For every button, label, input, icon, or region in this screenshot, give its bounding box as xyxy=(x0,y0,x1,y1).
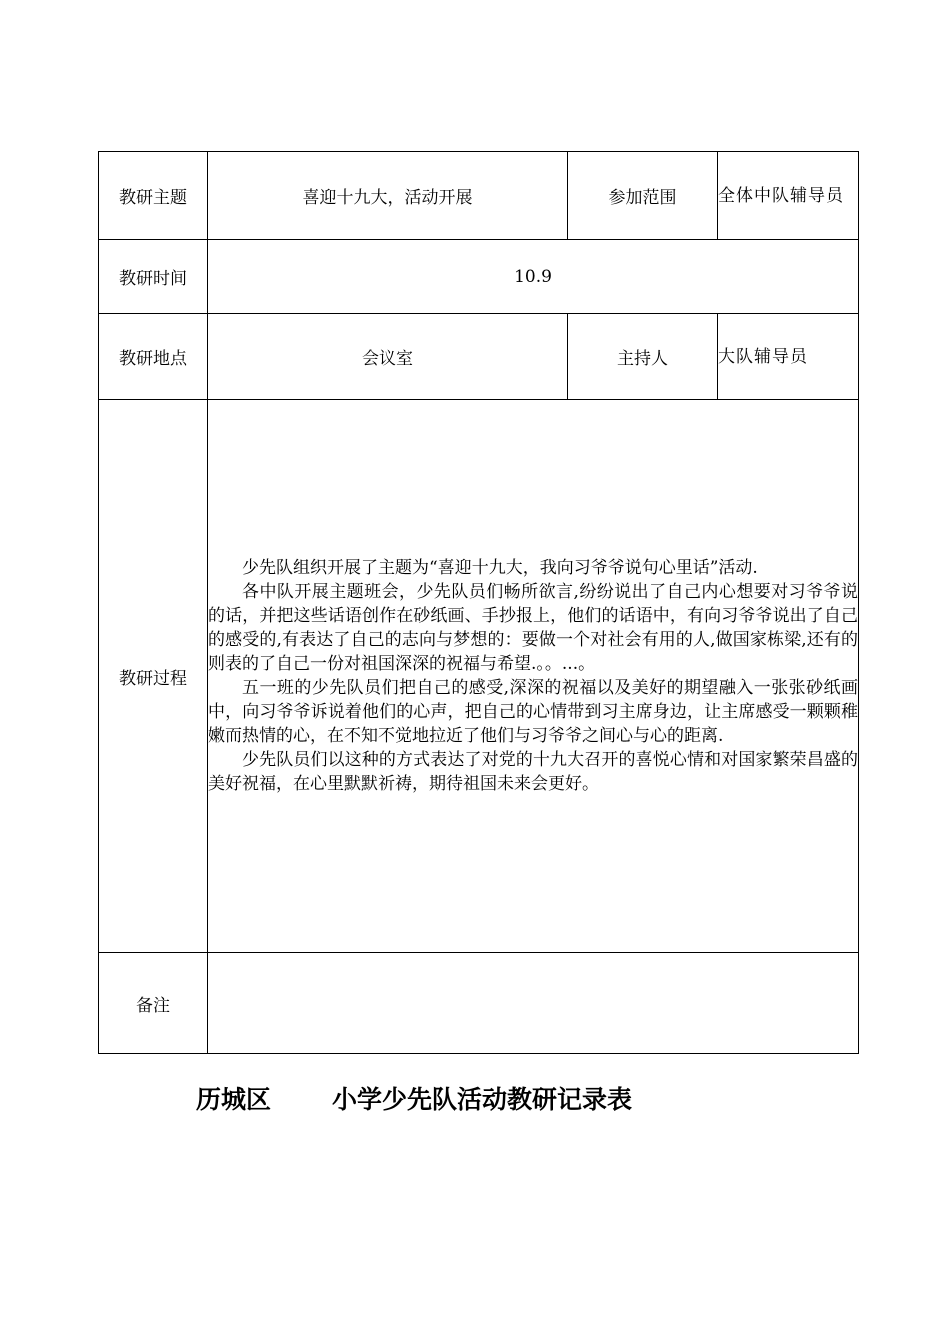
district-name: 历城区 xyxy=(196,1085,272,1114)
form-title xyxy=(196,1080,632,1116)
notes-label: 备注 xyxy=(99,953,208,1054)
notes-value xyxy=(208,953,859,1054)
process-paragraph: 少先队员们以这种的方式表达了对党的十九大召开的喜悦心情和对国家繁荣昌盛的美好祝福，在心里默默祈祷，期待祖国未来会更好。 xyxy=(208,750,858,794)
row-topic xyxy=(99,152,859,240)
time-value: 10.9 xyxy=(208,240,859,314)
process-paragraph: 少先队组织开展了主题为“喜迎十九大，我向习爷爷说句心里话”活动. xyxy=(242,558,758,578)
row-process xyxy=(99,400,859,953)
host-value: 大队辅导员 xyxy=(718,314,859,400)
location-label: 教研地点 xyxy=(99,314,208,400)
process-content xyxy=(208,400,859,953)
scope-value: 全体中队辅导员 xyxy=(718,152,859,240)
scope-label: 参加范围 xyxy=(568,152,718,240)
form-title-text: 小学少先队活动教研记录表 xyxy=(331,1085,632,1114)
location-value: 会议室 xyxy=(208,314,568,400)
row-location xyxy=(99,314,859,400)
topic-label: 教研主题 xyxy=(99,152,208,240)
process-paragraph: 五一班的少先队员们把自己的感受,深深的祝福以及美好的期望融入一张张砂纸画中，向习爷爷诉说着他们的心声，把自己的心情带到习主席身边，让主席感受一颗颗稚嫩而热情的心，在不知不觉地拉近了他们与习爷爷之间心与心的距离. xyxy=(208,678,858,746)
host-label: 主持人 xyxy=(568,314,718,400)
process-label: 教研过程 xyxy=(99,400,208,953)
record-table xyxy=(98,151,859,1054)
row-time xyxy=(99,240,859,314)
process-paragraph: 各中队开展主题班会，少先队员们畅所欲言,纷纷说出了自己内心想要对习爷爷说的话，并把这些话语创作在砂纸画、手抄报上，他们的话语中，有向习爷爷说出了自己的感受的,有表达了自己的志向与梦想的：要做一个对社会有用的人,做国家栋梁,还有的则表的了自己一份对祖国深深的祝福与希望.。。...。 xyxy=(208,582,858,674)
topic-value: 喜迎十九大，活动开展 xyxy=(208,152,568,240)
time-label: 教研时间 xyxy=(99,240,208,314)
row-notes xyxy=(99,953,859,1054)
